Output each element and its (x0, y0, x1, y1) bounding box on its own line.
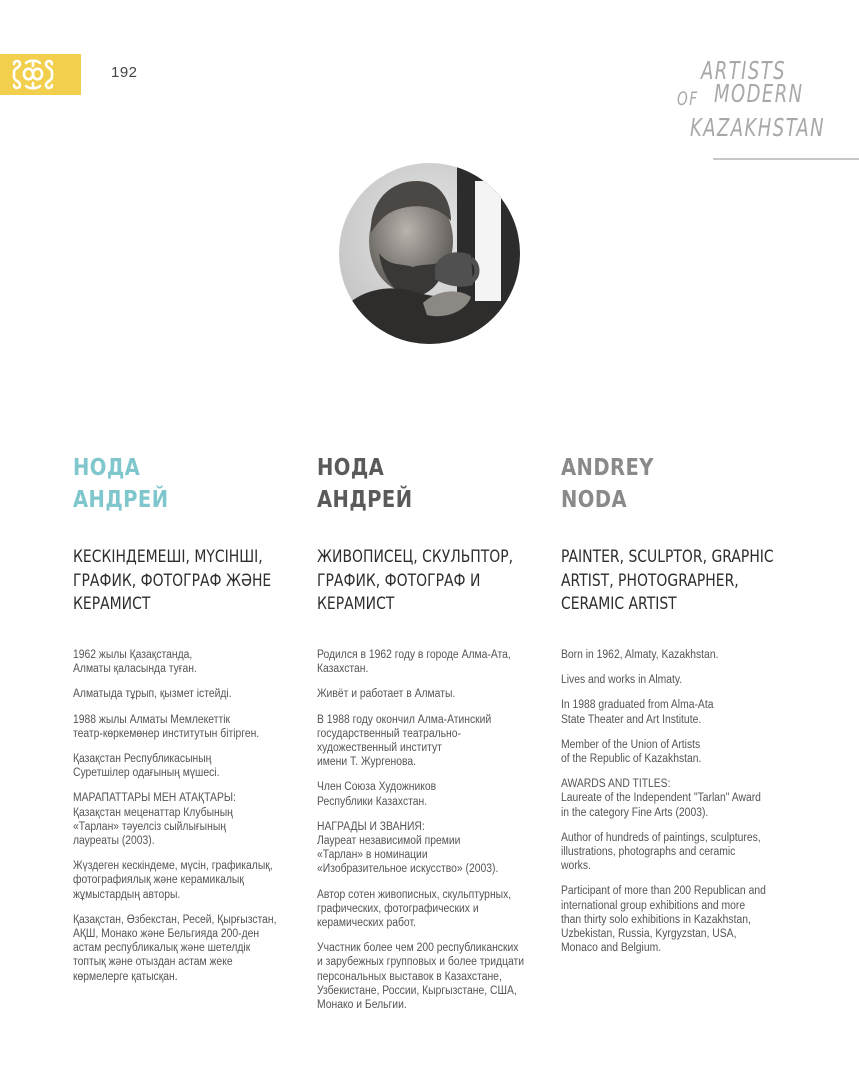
logo-line-of: OF (677, 88, 699, 110)
bio-paragraph: Жүздеген кескіндеме, мүсін, графикалық, фотографиялық және керамикалық жұмыстардың авторы. (73, 860, 273, 901)
profession-kazakh: КЕСКІНДЕМЕШІ, МҮСІНШІ, ГРАФИК, ФОТОГРАФ ЖӘНЕ КЕРАМИСТ (73, 547, 272, 614)
bio-paragraph: Қазақстан, Өзбекстан, Ресей, Қырғызстан, АҚШ, Монако және Бельгияда 200-ден астам республикалық және шетелдік топтық және отыздан астам жеке көрмелерге қатысқан. (73, 913, 277, 983)
name-line-1: НОДА (73, 455, 141, 481)
bio-paragraph: AWARDS AND TITLES: Laureate of the Independent "Tarlan" Award in the category Fine Arts (2003). (561, 778, 761, 819)
name-line-2: АНДРЕЙ (317, 487, 413, 513)
bio-paragraph: 1988 жылы Алматы Мемлекеттік театр-көркемөнер институтын бітірген. (73, 713, 260, 740)
bio-paragraph: Lives and works in Almaty. (561, 674, 683, 687)
artist-name-russian (317, 452, 530, 516)
bio-paragraph: Participant of more than 200 Republican and international group exhibitions and more than thirty solo exhibitions in Kazakhstan, Uzbekistan, Russia, Kyrgyzstan, USA, Monaco and Belgium. (561, 885, 766, 955)
bio-paragraph: Member of the Union of Artists of the Republic of Kazakhstan. (561, 738, 702, 766)
artist-name-english (561, 452, 774, 516)
ornament-icon (10, 58, 56, 91)
profession-english: PAINTER, SCULPTOR, GRAPHIC ARTIST, PHOTOGRAPHER, CERAMIC ARTIST (561, 547, 774, 614)
artist-name-kazakh (73, 452, 286, 516)
logo-line-kazakhstan: KAZAKHSTAN (690, 113, 826, 142)
bio-paragraph: Член Союза Художников Республики Казахстан. (317, 781, 437, 808)
bio-paragraph: Живёт и работает в Алматы. (317, 688, 456, 701)
column-english (561, 452, 811, 955)
name-line-1: НОДА (317, 455, 385, 481)
page-number: 192 (111, 64, 138, 81)
bio-paragraph: In 1988 graduated from Alma-Ata State Theater and Art Institute. (561, 699, 714, 726)
logo-line-modern: MODERN (714, 79, 804, 108)
bio-kazakh (73, 648, 333, 995)
bio-paragraph: В 1988 году окончил Алма-Атинский государственный театрально- художественный институт имени Т. Жургенова. (317, 713, 492, 769)
bio-paragraph: Author of hundreds of paintings, sculptures, illustrations, photographs and ceramic works. (561, 831, 761, 873)
logo-line-artists: ARTISTS (701, 56, 787, 85)
bio-russian (317, 648, 577, 1023)
name-line-2: АНДРЕЙ (73, 487, 169, 513)
ornament-block (0, 54, 81, 95)
logo-underline (713, 158, 859, 160)
name-line-2: NODA (561, 487, 628, 513)
column-russian (317, 452, 567, 1012)
bio-paragraph: НАГРАДЫ И ЗВАНИЯ: Лауреат независимой премии «Тарлан» в номинации «Изобразительное искусство» (2003). (317, 820, 499, 876)
artist-portrait-photo (339, 163, 520, 344)
bio-english (561, 648, 821, 966)
bio-paragraph: 1962 жылы Қазақстанда, Алматы қаласында туған. (73, 649, 197, 676)
column-kazakh (73, 452, 323, 983)
bio-paragraph: Автор сотен живописных, скульптурных, графических, фотографических и керамических работ. (317, 888, 512, 930)
profession-russian: ЖИВОПИСЕЦ, СКУЛЬПТОР, ГРАФИК, ФОТОГРАФ И КЕРАМИСТ (317, 547, 514, 614)
name-line-1: ANDREY (561, 455, 654, 481)
publication-logo (672, 50, 832, 150)
bio-paragraph: Born in 1962, Almaty, Kazakhstan. (561, 649, 719, 661)
bio-paragraph: Родился в 1962 году в городе Алма-Ата, Казахстан. (317, 649, 511, 676)
bio-paragraph: МАРАПАТТАРЫ МЕН АТАҚТАРЫ: Қазақстан меценаттар Клубының «Тарлан» тәуелсіз сыйлығының лауреаты (2003). (73, 792, 236, 848)
bio-paragraph: Участник более чем 200 республиканских и зарубежных групповых и более тридцати персональных выставок в Казахстане, Узбекистане, России, Кыргызстане, США, Монако и Бельгии. (317, 942, 525, 1012)
bio-paragraph: Қазақстан Республикасының Суретшілер одағының мүшесі. (73, 753, 220, 780)
bio-paragraph: Алматыда тұрып, қызмет істейді. (73, 688, 232, 701)
